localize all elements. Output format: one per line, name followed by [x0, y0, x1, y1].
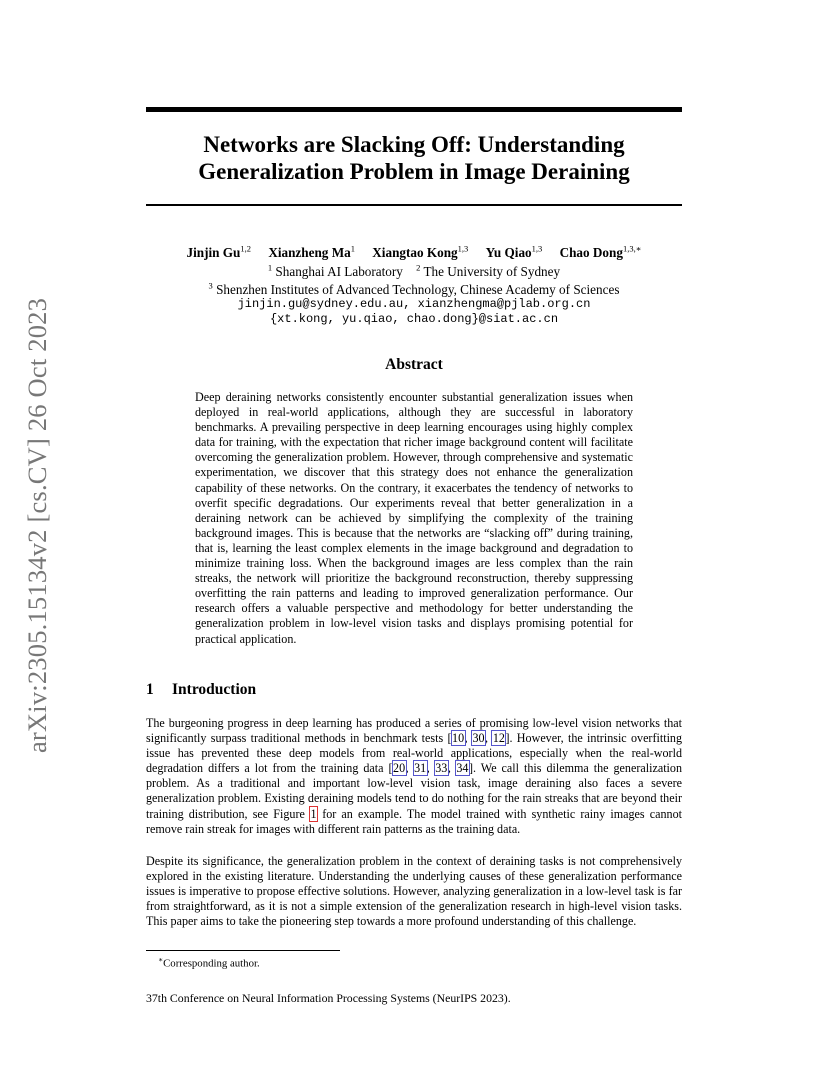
intro-paragraph-1	[146, 716, 682, 837]
footnote-rule	[146, 950, 340, 951]
affiliation-mark: 1	[267, 262, 273, 273]
author-xiangtao-kong	[372, 245, 468, 260]
citation-link[interactable]: 31	[414, 761, 427, 776]
citation-link[interactable]: 10	[452, 731, 465, 746]
author-affil-mark: 1,3	[457, 244, 469, 254]
citation-link[interactable]: 12	[492, 731, 505, 746]
affiliation-line-1	[146, 260, 682, 278]
title-line-1: Networks are Slacking Off: Understanding	[203, 132, 625, 157]
venue-footer: 37th Conference on Neural Information Processing Systems (NeurIPS 2023).	[146, 991, 511, 1005]
author-name: Chao Dong	[559, 245, 623, 261]
author-jinjin-gu	[187, 245, 252, 260]
affiliation-mark: 3	[208, 280, 213, 291]
citation-link[interactable]: 34	[456, 761, 469, 776]
figure-link[interactable]: 1	[310, 806, 317, 821]
citation-separator: ,	[485, 731, 493, 746]
affiliation-2	[416, 264, 560, 279]
author-list	[146, 242, 682, 260]
footnote-text: Corresponding author.	[163, 957, 260, 970]
author-affil-mark: 1,2	[240, 244, 252, 254]
abstract-text: Deep deraining networks consistently encounter substantial generalization issues when deployed in real-world applications, although they are successful in laboratory benchmarks. A prevailing perspective in deep learning encourages using highly complex data for training, with the expectation that richer image background content will facilitate overcoming the generalization problem. However, through comprehensive and systematic experimentation, we discover that this strategy does not enhance the generalization capability of these networks. On the contrary, it exacerbates the tendency of networks to overfit specific degradations. Our experiments reveal that better generalization in a deraining network can be achieved by simplifying the complexity of the training background images. This is because that the networks are “slacking off” during training, that is, learning the least complex elements in the image background and degradation to minimize training loss. When the background images are less complex than the rain streaks, the network will prioritize the background reconstruction, thereby suppressing overfitting the rain patterns and leading to improved generalization performance. Our research offers a valuable perspective and methodology for better understanding the generalization problem in low-level vision tasks and displays promising potential for practical application.	[195, 390, 633, 646]
paragraph-text: ]. However, the intrinsic overfitting issue has prevented these deep models from real-world applications, especially when the real-world degradation differs a lot from the training data [	[146, 731, 683, 776]
title-line-2: Generalization Problem in Image Deraining	[198, 159, 630, 184]
author-name: Xiangtao Kong	[372, 245, 458, 261]
affiliation-name: Shenzhen Institutes of Advanced Technology, Chinese Academy of Sciences	[216, 282, 620, 298]
author-xianzheng-ma	[268, 245, 355, 260]
arxiv-identifier	[20, 290, 56, 760]
affiliation-name: Shanghai AI Laboratory	[275, 263, 403, 279]
citation-link[interactable]: 30	[472, 731, 485, 746]
affiliation-name: The University of Sydney	[423, 263, 561, 279]
author-name: Xianzheng Ma	[268, 245, 351, 261]
paragraph-text: The burgeoning progress in deep learning has produced a series of promising low-level vision networks that significantly surpass traditional methods in benchmark tests [	[146, 716, 682, 746]
abstract-heading: Abstract	[385, 356, 443, 373]
author-yu-qiao	[486, 245, 543, 260]
title-bottom-rule	[146, 204, 682, 206]
author-affil-mark: 1,3	[531, 244, 543, 254]
author-name: Yu Qiao	[485, 245, 532, 261]
citation-link[interactable]: 20	[393, 761, 406, 776]
citation-separator: ,	[426, 761, 435, 776]
intro-paragraph-2: Despite its significance, the generalization problem in the context of deraining tasks is not comprehensively explored in the existing literature. Understanding the underlying causes of these generalization performance issues is imperative to propose effective solutions. However, analyzing generalization in a low-level task is far from straightforward, as it is not a simple extension of the generalization research in high-level vision tasks. This paper aims to take the pioneering step towards a more profound understanding of this challenge.	[146, 854, 682, 929]
arxiv-identifier-text: arXiv:2305.15134v2 [cs.CV] 26 Oct 2023	[22, 297, 53, 753]
citation-link[interactable]: 33	[435, 761, 448, 776]
citation-separator: ,	[447, 761, 456, 776]
author-affil-mark: 1	[350, 244, 355, 254]
paragraph-text: for an example. The model trained with synthetic rainy images cannot remove rain streak for images with different rain patterns as the training data.	[146, 806, 682, 836]
section-title: Introduction	[172, 681, 257, 698]
section-number: 1	[146, 681, 154, 698]
section-heading-introduction	[146, 681, 256, 699]
author-chao-dong	[560, 245, 642, 260]
author-block	[146, 242, 682, 327]
author-affil-mark: 1,3,∗	[622, 244, 642, 254]
affiliation-line-2	[146, 279, 682, 297]
email-line-1[interactable]: jinjin.gu@sydney.edu.au, xianzhengma@pjlab.org.cn	[237, 297, 591, 312]
paper-title	[146, 131, 682, 185]
affiliation-3	[209, 282, 620, 297]
footnote-mark: ∗	[158, 955, 164, 964]
footnote	[158, 955, 260, 970]
citation-separator: ,	[464, 731, 472, 746]
author-name: Jinjin Gu	[186, 245, 241, 261]
paragraph-text: ]. We call this dilemma the generalization problem. As a traditional and important low-level vision task, image deraining also faces a severe generalization problem. Existing deraining models tend to do nothing for the rain streaks that are beyond their training distribution, see Figure	[146, 761, 683, 821]
citation-separator: ,	[405, 761, 414, 776]
title-top-rule	[146, 107, 682, 112]
affiliation-mark: 2	[416, 262, 421, 273]
affiliation-1	[268, 264, 403, 279]
email-line-2[interactable]: {xt.kong, yu.qiao, chao.dong}@siat.ac.cn	[269, 312, 559, 327]
